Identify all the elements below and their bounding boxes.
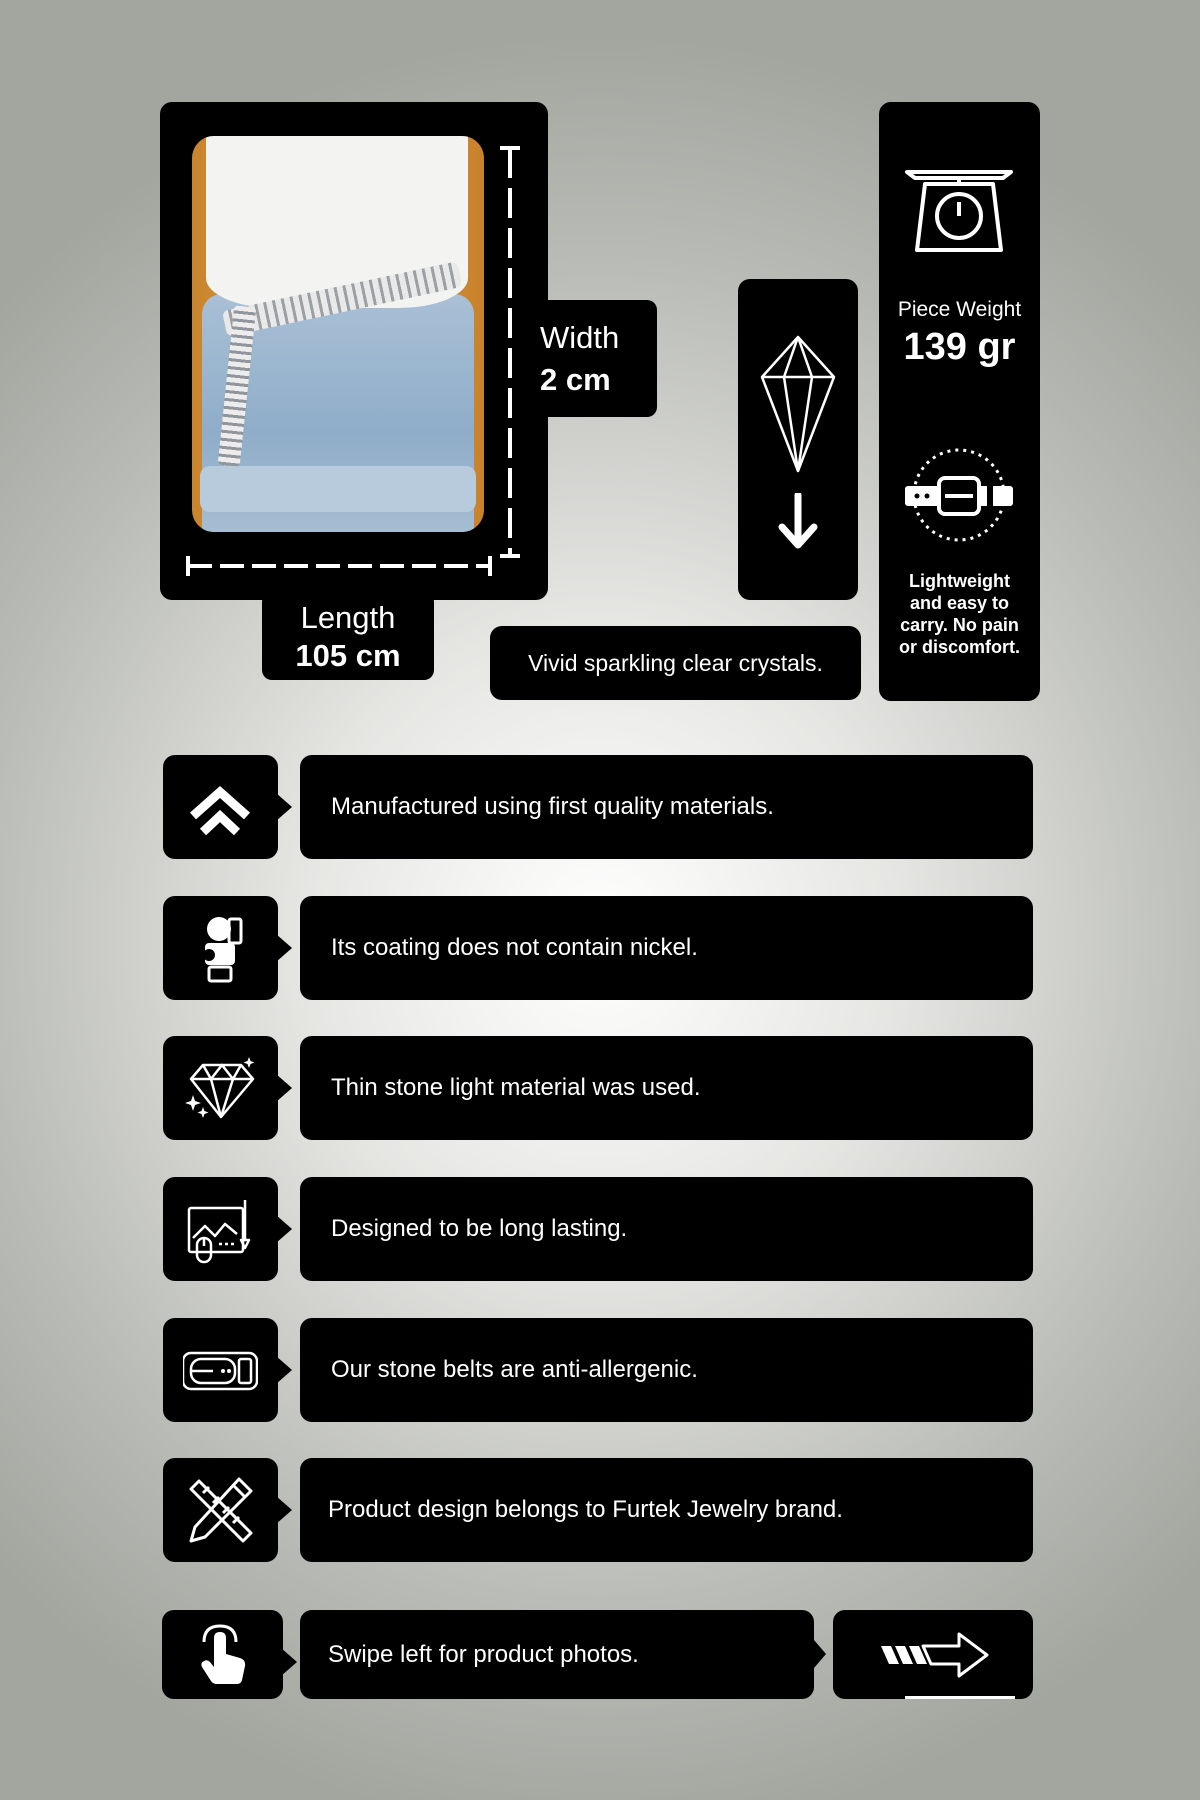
feature-row [300, 1318, 1033, 1422]
feature-text: Our stone belts are anti-allergenic. [331, 1356, 698, 1383]
weight-value: 139 gr [903, 326, 1016, 368]
feature-row [300, 1036, 1033, 1140]
feature-row [300, 755, 1033, 859]
design-board-icon [183, 1192, 258, 1267]
feature-text: Its coating does not contain nickel. [331, 934, 698, 961]
next-arrow-button[interactable] [833, 1610, 1033, 1699]
swipe-pointer [814, 1640, 826, 1668]
weight-note-line: carry. No pain [900, 615, 1019, 635]
feature-icon-box [163, 1458, 278, 1562]
swipe-row [300, 1610, 814, 1699]
weight-note-line: Lightweight [909, 571, 1010, 591]
feature-icon-box [163, 896, 278, 1000]
feature-row [300, 896, 1033, 1000]
feature-text: Manufactured using first quality materials. [331, 793, 774, 820]
feature-row [300, 1177, 1033, 1281]
feature-icon-box [163, 1036, 278, 1140]
feature-text: Designed to be long lasting. [331, 1215, 628, 1242]
hand-pointer-icon [192, 1624, 252, 1686]
crystal-caption-box [490, 626, 861, 700]
photo-shorts-cuff [200, 466, 476, 512]
weight-note [879, 570, 1040, 658]
width-label [520, 300, 657, 417]
diamond-sparkle-icon [183, 1051, 258, 1126]
feature-icon-box [163, 1177, 278, 1281]
chevrons-up-icon [183, 770, 258, 845]
length-label [262, 592, 434, 680]
swipe-progress-line [905, 1696, 1015, 1699]
swipe-text: Swipe left for product photos. [328, 1641, 639, 1668]
width-value: 2 cm [540, 362, 611, 397]
length-value: 105 cm [295, 638, 401, 673]
length-title: Length [300, 600, 396, 635]
weight-note-line: or discomfort. [898, 637, 1020, 657]
crystal-caption: Vivid sparkling clear crystals. [528, 650, 823, 676]
pencil-ruler-icon [183, 1473, 258, 1548]
scale-icon [903, 166, 1015, 254]
weight-title: Piece Weight [897, 298, 1022, 321]
belt-icon [903, 446, 1015, 544]
product-photo-frame [160, 102, 548, 600]
feature-text: Product design belongs to Furtek Jewelry brand. [328, 1496, 843, 1523]
crystal-panel [738, 279, 858, 600]
weight-note-line: and easy to [909, 593, 1010, 613]
product-photo [192, 136, 484, 532]
feature-row [300, 1458, 1033, 1562]
crystal-icon [760, 335, 836, 475]
feature-text: Thin stone light material was used. [331, 1074, 701, 1101]
chemist-icon [183, 911, 258, 986]
length-measure-line [186, 554, 492, 578]
belt-buckle-icon [183, 1333, 258, 1408]
feature-icon-box [163, 755, 278, 859]
swipe-icon-box [162, 1610, 283, 1699]
feature-icon-box [163, 1318, 278, 1422]
weight-panel [879, 102, 1040, 701]
arrow-down-icon [778, 493, 818, 549]
arrow-right-icon [879, 1630, 989, 1680]
width-title: Width [540, 320, 620, 355]
